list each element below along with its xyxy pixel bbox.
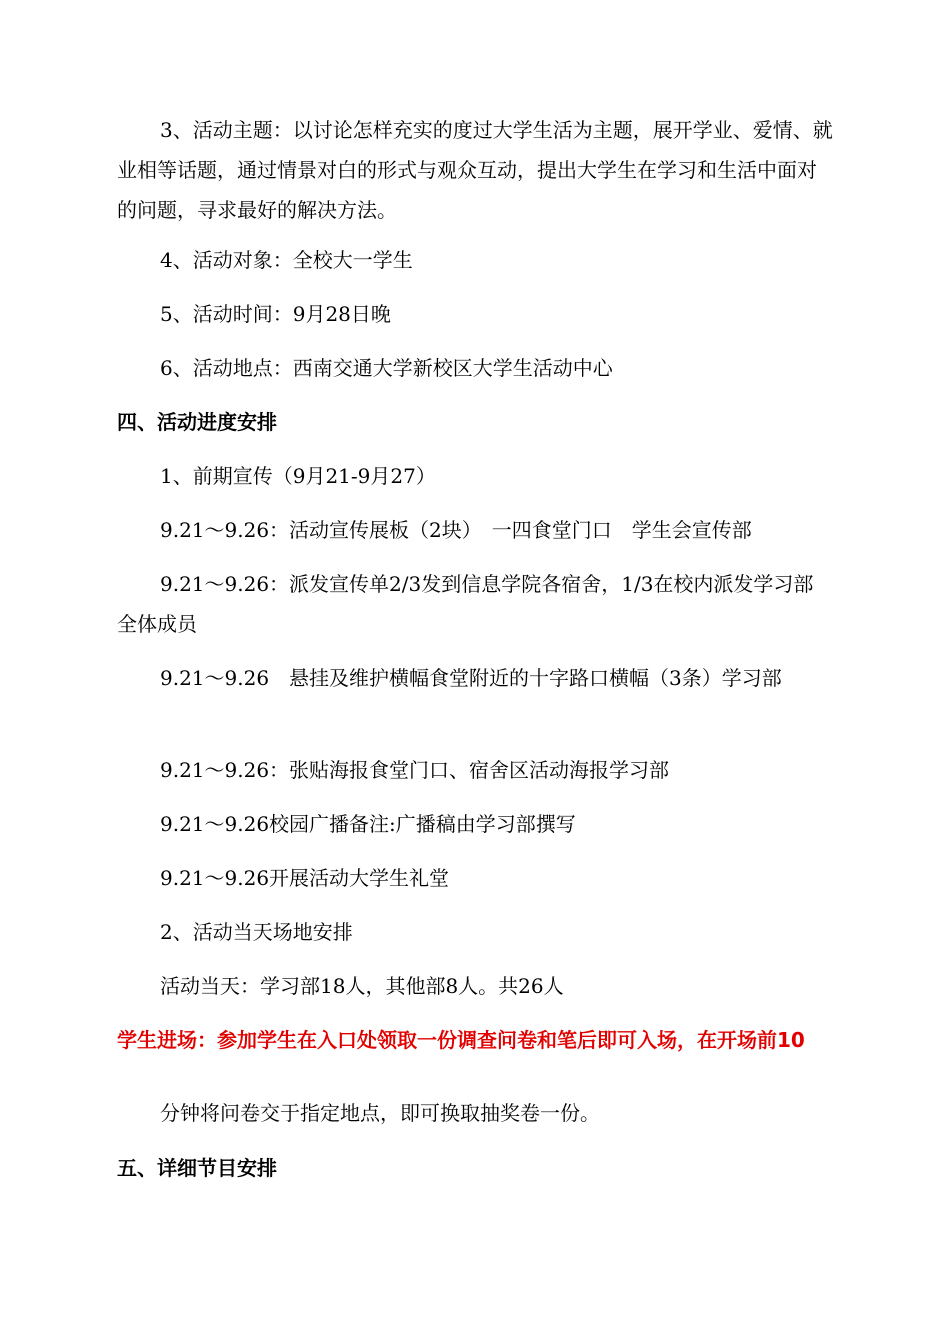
schedule-item-leaflets: 9.21～9.26：派发宣传单2/3发到信息学院各宿舍，1/3在校内派发学习部全体成员 (117, 572, 814, 636)
heading-program: 五、详细节目安排 (117, 1156, 277, 1180)
schedule-item-event: 9.21～9.26开展活动大学生礼堂 (160, 866, 450, 890)
schedule-item-display-board: 9.21～9.26：活动宣传展板（2块） 一四食堂门口 学生会宣传部 (160, 518, 752, 542)
paragraph-venue-arrangement: 2、活动当天场地安排 (160, 920, 353, 944)
paragraph-activity-target: 4、活动对象：全校大一学生 (160, 248, 413, 272)
paragraph-activity-place: 6、活动地点：西南交通大学新校区大学生活动中心 (160, 356, 613, 380)
paragraph-student-entry-continued: 分钟将问卷交于指定地点，即可换取抽奖卷一份。 (160, 1101, 600, 1125)
schedule-item-banners: 9.21～9.26 悬挂及维护横幅食堂附近的十字路口横幅（3条）学习部 (160, 666, 782, 690)
paragraph-student-entry-highlight: 学生进场：参加学生在入口处领取一份调查问卷和笔后即可入场，在开场前10 (117, 1028, 805, 1052)
schedule-item-posters: 9.21～9.26：张贴海报食堂门口、宿舍区活动海报学习部 (160, 758, 670, 782)
schedule-item-broadcast: 9.21～9.26校园广播备注:广播稿由学习部撰写 (160, 812, 576, 836)
paragraph-activity-time: 5、活动时间：9月28日晚 (160, 302, 391, 326)
paragraph-staff-count: 活动当天：学习部18人，其他部8人。共26人 (160, 974, 564, 998)
paragraph-activity-theme: 3、活动主题：以讨论怎样充实的度过大学生活为主题，展开学业、爱情、就业相等话题，通过情景对白的形式与观众互动，提出大学生在学习和生活中面对的问题，寻求最好的解决方法。 (117, 118, 833, 222)
paragraph-publicity: 1、前期宣传（9月21-9月27） (160, 464, 436, 488)
heading-schedule: 四、活动进度安排 (117, 410, 277, 434)
